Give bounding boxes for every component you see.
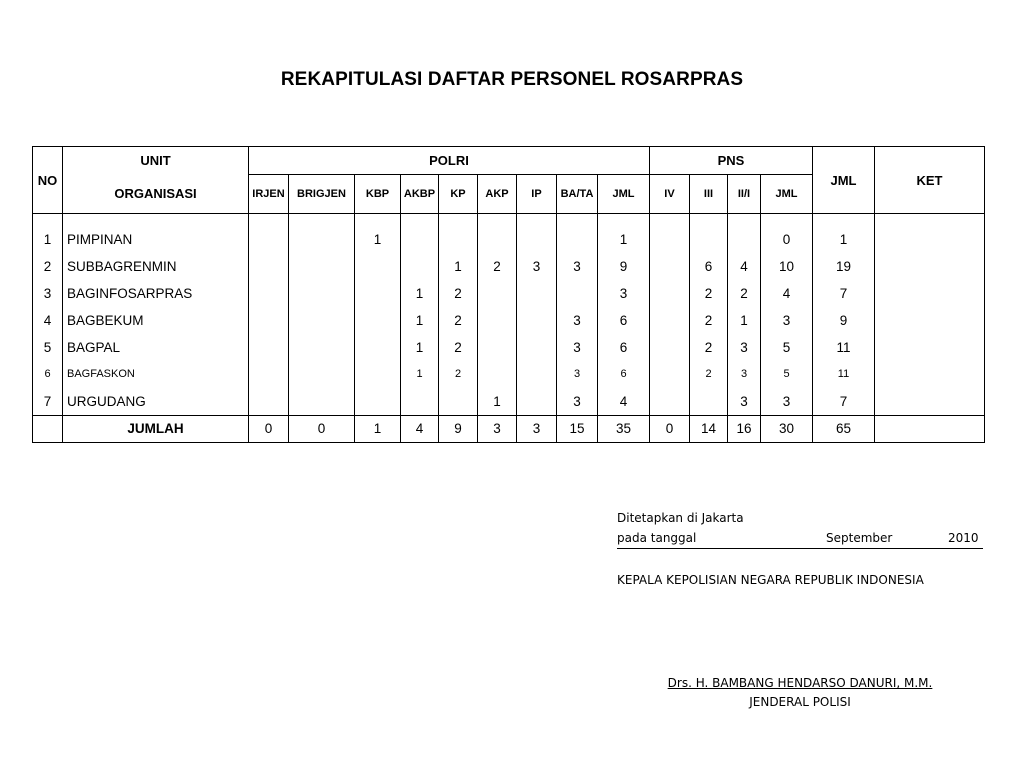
row-polri-value <box>289 253 355 280</box>
header-polri-rank: BRIGJEN <box>289 175 355 214</box>
total-pns-value: 16 <box>728 415 761 442</box>
row-polri-value: 3 <box>557 307 598 334</box>
row-polri-value <box>355 388 401 416</box>
header-polri-rank: KP <box>439 175 478 214</box>
row-pns-value <box>650 334 690 361</box>
row-number: 4 <box>33 307 63 334</box>
header-pns-rank: IV <box>650 175 690 214</box>
row-pns-value: 3 <box>728 388 761 416</box>
row-unit-name: PIMPINAN <box>63 214 249 253</box>
row-pns-value: 3 <box>761 307 813 334</box>
signature-rank: JENDERAL POLISI <box>749 695 851 709</box>
row-pns-value: 0 <box>761 214 813 253</box>
personnel-recap-table <box>32 146 985 443</box>
row-total: 1 <box>813 214 875 253</box>
row-polri-value: 2 <box>439 307 478 334</box>
signature-office: KEPALA KEPOLISIAN NEGARA REPUBLIK INDONESIA <box>617 573 924 587</box>
row-number: 2 <box>33 253 63 280</box>
row-pns-value <box>650 307 690 334</box>
row-pns-value <box>690 214 728 253</box>
total-no-cell <box>33 415 63 442</box>
row-pns-value <box>650 253 690 280</box>
row-polri-value: 2 <box>478 253 517 280</box>
total-polri-value: 3 <box>478 415 517 442</box>
row-pns-value: 2 <box>690 361 728 388</box>
header-pns: PNS <box>650 147 813 175</box>
row-pns-value: 5 <box>761 361 813 388</box>
row-polri-value: 1 <box>401 361 439 388</box>
row-polri-value <box>517 388 557 416</box>
row-unit-name: BAGPAL <box>63 334 249 361</box>
row-polri-value: 3 <box>557 361 598 388</box>
table-row <box>33 253 985 280</box>
row-unit-name: URGUDANG <box>63 388 249 416</box>
signature-date-month: September <box>826 531 893 545</box>
row-polri-value <box>289 388 355 416</box>
row-pns-value: 6 <box>690 253 728 280</box>
row-polri-value <box>249 361 289 388</box>
total-polri-value: 4 <box>401 415 439 442</box>
row-polri-value: 1 <box>401 280 439 307</box>
header-polri: POLRI <box>249 147 650 175</box>
header-organisasi: ORGANISASI <box>63 175 249 214</box>
total-pns-value: 30 <box>761 415 813 442</box>
row-polri-value <box>401 214 439 253</box>
row-polri-value: 1 <box>401 307 439 334</box>
document-title: REKAPITULASI DAFTAR PERSONEL ROSARPRAS <box>280 69 744 90</box>
row-ket <box>875 280 985 307</box>
header-pns-rank: JML <box>761 175 813 214</box>
row-pns-value: 2 <box>690 334 728 361</box>
row-polri-value: 1 <box>478 388 517 416</box>
row-total: 19 <box>813 253 875 280</box>
row-polri-value <box>249 334 289 361</box>
total-label: JUMLAH <box>63 415 249 442</box>
table-row <box>33 388 985 416</box>
row-ket <box>875 334 985 361</box>
row-number: 5 <box>33 334 63 361</box>
signature-date-label: pada tanggal <box>617 531 697 545</box>
total-jml: 65 <box>813 415 875 442</box>
row-polri-value <box>478 334 517 361</box>
row-polri-value: 1 <box>598 214 650 253</box>
row-pns-value <box>728 214 761 253</box>
row-pns-value: 4 <box>728 253 761 280</box>
row-polri-value <box>249 388 289 416</box>
row-polri-value: 4 <box>598 388 650 416</box>
total-polri-value: 3 <box>517 415 557 442</box>
row-polri-value <box>355 361 401 388</box>
row-polri-value <box>355 307 401 334</box>
row-polri-value <box>517 361 557 388</box>
signature-date-line <box>617 528 983 549</box>
row-polri-value <box>355 334 401 361</box>
total-row <box>33 415 985 442</box>
row-total: 7 <box>813 388 875 416</box>
total-polri-value: 0 <box>249 415 289 442</box>
row-polri-value: 6 <box>598 307 650 334</box>
row-ket <box>875 361 985 388</box>
row-polri-value: 3 <box>557 334 598 361</box>
total-polri-value: 15 <box>557 415 598 442</box>
header-jml: JML <box>813 147 875 214</box>
row-polri-value: 3 <box>557 253 598 280</box>
row-pns-value: 1 <box>728 307 761 334</box>
row-polri-value: 2 <box>439 280 478 307</box>
row-pns-value: 3 <box>761 388 813 416</box>
row-polri-value <box>478 214 517 253</box>
header-no: NO <box>33 147 63 214</box>
signature-name <box>617 673 983 693</box>
row-polri-value: 6 <box>598 361 650 388</box>
row-polri-value: 3 <box>598 280 650 307</box>
row-pns-value: 3 <box>728 334 761 361</box>
total-pns-value: 14 <box>690 415 728 442</box>
row-polri-value <box>289 334 355 361</box>
row-total: 11 <box>813 361 875 388</box>
row-polri-value <box>249 214 289 253</box>
header-polri-rank: KBP <box>355 175 401 214</box>
total-polri-value: 9 <box>439 415 478 442</box>
table-row <box>33 280 985 307</box>
row-polri-value: 2 <box>439 334 478 361</box>
row-pns-value <box>650 361 690 388</box>
row-polri-value <box>249 280 289 307</box>
row-polri-value: 1 <box>401 334 439 361</box>
table-row <box>33 214 985 253</box>
header-ket: KET <box>875 147 985 214</box>
row-polri-value <box>249 307 289 334</box>
table-row <box>33 334 985 361</box>
header-polri-rank: IRJEN <box>249 175 289 214</box>
row-polri-value <box>289 280 355 307</box>
row-polri-value <box>478 361 517 388</box>
row-number: 1 <box>33 214 63 253</box>
header-pns-rank: II/I <box>728 175 761 214</box>
row-polri-value <box>289 214 355 253</box>
row-pns-value: 5 <box>761 334 813 361</box>
row-polri-value: 2 <box>439 361 478 388</box>
signature-city: Ditetapkan di Jakarta <box>617 511 744 525</box>
total-ket <box>875 415 985 442</box>
row-polri-value <box>439 388 478 416</box>
row-total: 7 <box>813 280 875 307</box>
total-pns-value: 0 <box>650 415 690 442</box>
row-pns-value: 10 <box>761 253 813 280</box>
row-polri-value <box>355 253 401 280</box>
row-ket <box>875 388 985 416</box>
row-polri-value: 3 <box>557 388 598 416</box>
row-polri-value <box>478 280 517 307</box>
row-pns-value: 2 <box>690 307 728 334</box>
row-polri-value <box>289 307 355 334</box>
row-unit-name: BAGFASKON <box>63 361 249 388</box>
row-number: 7 <box>33 388 63 416</box>
row-unit-name: SUBBAGRENMIN <box>63 253 249 280</box>
row-polri-value: 3 <box>517 253 557 280</box>
row-unit-name: BAGINFOSARPRAS <box>63 280 249 307</box>
row-pns-value <box>650 280 690 307</box>
row-polri-value <box>557 214 598 253</box>
header-unit: UNIT <box>63 147 249 175</box>
row-number: 6 <box>33 361 63 388</box>
row-polri-value <box>249 253 289 280</box>
row-polri-value: 9 <box>598 253 650 280</box>
row-polri-value <box>478 307 517 334</box>
row-polri-value <box>517 307 557 334</box>
signature-date-year: 2010 <box>948 531 979 545</box>
row-pns-value: 2 <box>690 280 728 307</box>
signature-name-text: Drs. H. BAMBANG HENDARSO DANURI, M.M. <box>667 676 933 690</box>
total-polri-value: 0 <box>289 415 355 442</box>
row-polri-value: 6 <box>598 334 650 361</box>
row-polri-value <box>517 334 557 361</box>
header-polri-rank: IP <box>517 175 557 214</box>
table-row <box>33 361 985 388</box>
row-unit-name: BAGBEKUM <box>63 307 249 334</box>
row-pns-value <box>650 388 690 416</box>
row-polri-value <box>289 361 355 388</box>
row-polri-value <box>401 253 439 280</box>
row-number: 3 <box>33 280 63 307</box>
row-pns-value <box>690 388 728 416</box>
header-polri-rank: AKBP <box>401 175 439 214</box>
total-polri-value: 35 <box>598 415 650 442</box>
row-total: 9 <box>813 307 875 334</box>
row-total: 11 <box>813 334 875 361</box>
row-pns-value: 4 <box>761 280 813 307</box>
header-polri-rank: BA/TA <box>557 175 598 214</box>
row-polri-value <box>517 214 557 253</box>
header-polri-rank: AKP <box>478 175 517 214</box>
total-polri-value: 1 <box>355 415 401 442</box>
row-polri-value <box>401 388 439 416</box>
row-ket <box>875 214 985 253</box>
row-polri-value: 1 <box>439 253 478 280</box>
row-polri-value <box>355 280 401 307</box>
row-ket <box>875 253 985 280</box>
row-polri-value <box>439 214 478 253</box>
row-pns-value: 3 <box>728 361 761 388</box>
table-row <box>33 307 985 334</box>
header-pns-rank: III <box>690 175 728 214</box>
row-pns-value <box>650 214 690 253</box>
row-polri-value <box>517 280 557 307</box>
header-row-top <box>33 147 985 175</box>
row-ket <box>875 307 985 334</box>
row-polri-value: 1 <box>355 214 401 253</box>
row-polri-value <box>557 280 598 307</box>
row-pns-value: 2 <box>728 280 761 307</box>
header-polri-rank: JML <box>598 175 650 214</box>
